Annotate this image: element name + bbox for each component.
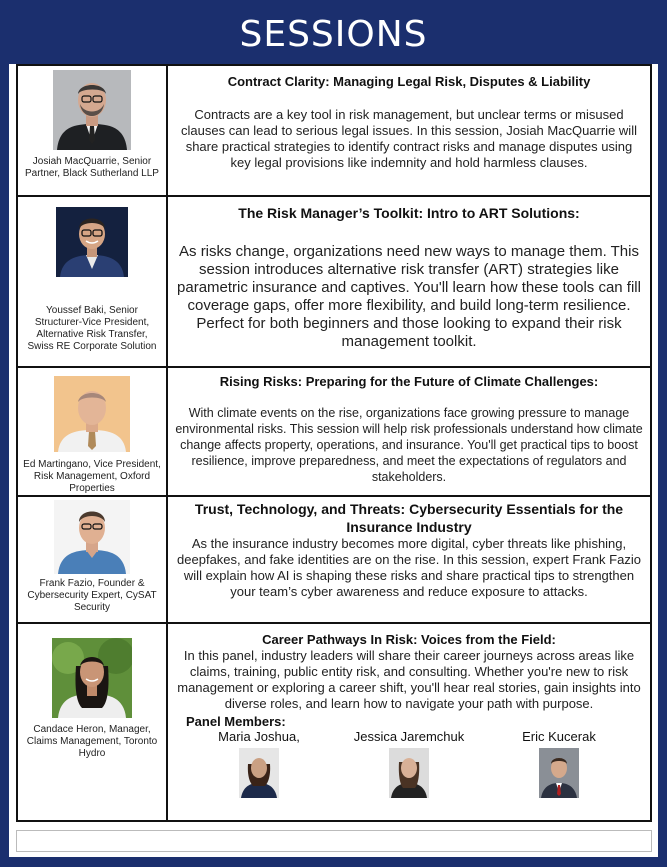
panel-member-photo (389, 748, 429, 798)
session-title: The Risk Manager’s Toolkit: Intro to ART Solutions: (238, 205, 580, 221)
sessions-table (16, 64, 652, 822)
panel-members-label: Panel Members: (186, 714, 286, 729)
session-content (167, 65, 651, 196)
speaker-name: Frank Fazio, Founder & Cybersecurity Expert, CySAT Security (27, 578, 157, 613)
speaker-name: Candace Heron, Manager, Claims Management, Toronto Hydro (26, 724, 158, 759)
speaker-name: Josiah MacQuarrie, Senior Partner, Black Sutherland LLP (25, 156, 159, 179)
session-row (17, 367, 651, 496)
session-title: Rising Risks: Preparing for the Future of Climate Challenges: (219, 374, 599, 389)
speaker-photo (54, 500, 130, 574)
session-row (17, 623, 651, 821)
session-content (167, 623, 651, 821)
panel-member (184, 729, 334, 798)
footer-strip (16, 830, 652, 852)
session-title: Contract Clarity: Managing Legal Risk, Disputes & Liability (227, 74, 591, 89)
panel-member-name: Eric Kucerak (522, 729, 596, 744)
session-title: Trust, Technology, and Threats: Cybersecurity Essentials for the Insurance Industry (194, 501, 624, 535)
session-description: With climate events on the rise, organizations face growing pressure to manage environmental risks. This session will help risk professionals understand how climate change affects property, operations, and insurance. You'll get practical tips to boost resilience, improve preparedness, and meet the expectations of regulators and stakeholders. (175, 406, 643, 484)
speaker-cell (17, 623, 167, 821)
session-title: Career Pathways In Risk: Voices from the Field: (262, 632, 556, 647)
speaker-photo (56, 207, 128, 277)
session-description: As the insurance industry becomes more digital, cyber threats like phishing, deepfakes, and fake identities are on the rise. In this session, expert Frank Fazio will explain how AI is shaping these risks and share practical tips to strengthen your team’s cyber awareness and reduce exposure to attacks. (177, 536, 641, 599)
session-content (167, 367, 651, 496)
speaker-cell (17, 496, 167, 623)
page-frame (9, 9, 658, 857)
speaker-name: Youssef Baki, Senior Structurer-Vice President, Alternative Risk Transfer, Swiss RE Corporate Solution (27, 305, 157, 352)
speaker-photo (52, 638, 132, 718)
panel-member-photo (239, 748, 279, 798)
session-description: Contracts are a key tool in risk management, but unclear terms or misused clauses can lead to serious legal issues. In this session, Josiah MacQuarrie will share practical strategies to identify contract risks and manage disputes using key legal provisions like indemnity and hold harmless clauses. (181, 107, 637, 170)
panel-members (174, 729, 644, 798)
speaker-photo (54, 376, 130, 452)
session-content (167, 196, 651, 367)
speaker-name: Ed Martingano, Vice President, Risk Management, Oxford Properties (23, 459, 161, 494)
panel-member-name: Jessica Jaremchuk (353, 729, 465, 744)
session-row (17, 65, 651, 196)
page-title: SESSIONS (9, 9, 658, 64)
session-row (17, 496, 651, 623)
session-description: As risks change, organizations need new ways to manage them. This session introduces alternative risk transfer (ART) strategies like parametric insurance and captives. You'll learn how these tools can fill coverage gaps, offer more flexibility, and build long-term resilience. Perfect for both beginners and those looking to expand their risk management toolkit. (177, 243, 641, 350)
panel-member-name: Maria Joshua, (218, 729, 300, 744)
panel-member (484, 729, 634, 798)
panel-member-photo (539, 748, 579, 798)
session-description: In this panel, industry leaders will share their career journeys across areas like claims, training, public entity risk, and consulting. Whether you're new to risk management or exploring a career shift, you'll hear real stories, gain insights into diverse roles, and learn how to navigate your path with purpose. (177, 648, 641, 711)
speaker-cell (17, 65, 167, 196)
speaker-cell (17, 196, 167, 367)
speaker-cell (17, 367, 167, 496)
speaker-photo (53, 70, 131, 150)
panel-member (334, 729, 484, 798)
session-content (167, 496, 651, 623)
session-row (17, 196, 651, 367)
